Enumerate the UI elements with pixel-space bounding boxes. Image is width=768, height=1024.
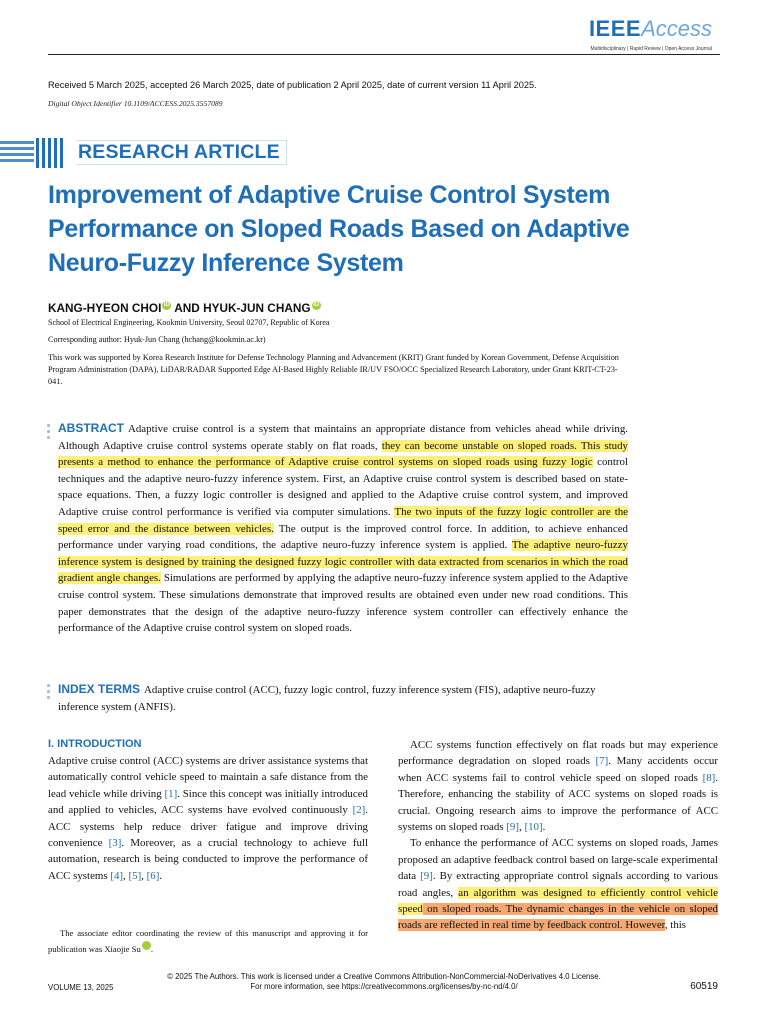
index-terms-marker-icon xyxy=(47,684,51,702)
body-text: , xyxy=(519,821,525,834)
author-1: KANG-HYEON CHOI xyxy=(48,301,162,315)
body-text: To enhance the performance of ACC systems on sloped roads, James proposed an adaptive feedback control based on large-scale experimental data xyxy=(398,837,718,883)
license-link[interactable]: For more information, see https://creativecommons.org/licenses/by-nc-nd/4.0/ xyxy=(250,982,518,991)
index-terms-text: Adaptive cruise control (ACC), fuzzy logic control, fuzzy inference system (FIS), adaptive neuro-fuzzy inference system (ANFIS). xyxy=(58,684,596,713)
left-column xyxy=(48,753,368,884)
citation-link[interactable]: [3] xyxy=(108,837,122,850)
citation-link[interactable]: [8] xyxy=(702,771,716,784)
paragraph xyxy=(48,753,368,884)
citation-link[interactable]: [9] xyxy=(506,821,519,834)
publication-dates: Received 5 March 2025, accepted 26 March 2025, date of publication 2 April 2025, date of current version 11 April 2025. xyxy=(48,80,537,90)
body-text: . Moreover, as a crucial technology to achieve full automation, research is being conducted to improve the performance of ACC systems xyxy=(48,837,368,882)
abstract-marker-icon xyxy=(47,424,51,442)
index-terms-label: INDEX TERMS xyxy=(58,682,141,696)
editor-note-text: The associate editor coordinating the review of this manuscript and approving it for publication was Xiaojie Su xyxy=(48,928,368,954)
citation-link[interactable]: [2] xyxy=(352,804,366,817)
paragraph xyxy=(398,737,718,835)
citation-link[interactable]: [7] xyxy=(595,755,609,768)
author-list xyxy=(48,301,321,315)
abstract-highlight: The two inputs of the fuzzy logic controller are the speed error and the distance between vehicles. xyxy=(58,505,628,535)
journal-logo xyxy=(589,16,712,42)
citation-link[interactable]: [9] xyxy=(420,870,433,883)
abstract-text: control techniques and the adaptive neuro-fuzzy inference system. First, an Adaptive cruise control system is described based on state-space equations. Then, a fuzzy logic controller is designed and applied to the Adaptive cruise control system, and improved Adaptive cruise control performance is verified via computer simulations. xyxy=(58,456,628,518)
body-text: , xyxy=(123,869,129,882)
license-line: © 2025 The Authors. This work is licensed under a Creative Commons Attribution-NonCommercial-NoDerivatives 4.0 License. xyxy=(167,972,601,981)
body-text: ACC systems function effectively on flat roads but may experience performance degradation on sloped roads xyxy=(398,739,718,768)
affiliation: School of Electrical Engineering, Kookmin University, Seoul 02707, Republic of Korea xyxy=(48,318,330,327)
abstract-label: ABSTRACT xyxy=(58,421,124,435)
journal-logo-access: Access xyxy=(641,16,712,41)
body-text: . Therefore, enhancing the stability of ACC systems on sloped roads is crucial. Ongoing research aims to improve the performance of ACC systems on sloped roads xyxy=(398,771,718,834)
banner-stripes-icon xyxy=(0,138,68,168)
volume-label: VOLUME 13, 2025 xyxy=(48,983,114,992)
section-heading: I. INTRODUCTION xyxy=(48,738,142,750)
citation-link[interactable]: [10] xyxy=(524,821,543,834)
abstract-text: The output is the improved control force. In addition, to achieve enhanced performance under varying road conditions, the adaptive neuro-fuzzy inference system is applied. xyxy=(58,522,628,552)
body-text: . ACC systems help reduce driver fatigue and improve driving convenience xyxy=(48,804,368,850)
page-number: 60519 xyxy=(690,981,718,992)
orcid-icon[interactable]: iD xyxy=(313,302,320,308)
citation-link[interactable]: [1] xyxy=(164,787,178,800)
body-text: , this xyxy=(664,919,687,932)
article-type-label xyxy=(76,140,287,165)
citation-link[interactable]: [6] xyxy=(146,869,160,882)
body-text: . Many accidents occur when ACC systems fail to control vehicle speed on sloped roads xyxy=(398,755,718,784)
right-column xyxy=(398,737,718,934)
index-terms xyxy=(58,681,628,715)
author-2: HYUK-JUN CHANG xyxy=(203,301,311,315)
citation-link[interactable]: [4] xyxy=(110,869,124,882)
body-text: . Since this concept was initially introduced and applied to vehicles, ACC systems have evolved continuously xyxy=(48,787,368,817)
abstract-highlight: The adaptive neuro-fuzzy inference system is designed by training the designed fuzzy logic controller with data extracted from scenarios in which the road gradient angle changes. xyxy=(58,539,628,585)
header-divider xyxy=(48,54,720,55)
paper-title: Improvement of Adaptive Cruise Control System Performance on Sloped Roads Based on Adaptive Neuro-Fuzzy Inference System xyxy=(48,181,630,277)
citation-link[interactable]: [5] xyxy=(128,869,142,882)
body-text: , xyxy=(141,869,147,882)
journal-tagline: Multidisciplinary | Rapid Review | Open Access Journal xyxy=(590,46,712,52)
orcid-icon[interactable]: iD xyxy=(163,302,170,308)
journal-logo-ieee: IEEE xyxy=(588,16,642,41)
paragraph xyxy=(398,835,718,933)
orcid-icon[interactable]: iD xyxy=(142,941,151,950)
doi: Digital Object Identifier 10.1109/ACCESS.2025.3557089 xyxy=(48,99,223,108)
abstract xyxy=(58,420,628,637)
highlight-orange: on sloped roads. The dynamic changes in the vehicle on sloped roads are reflected in real time by feedback control. However xyxy=(398,903,718,932)
license-notice xyxy=(0,972,768,992)
funding-statement: This work was supported by Korea Research Institute for Defense Technology Planning and Advancement (KRIT) Grant funded by Korean Government, Defense Acquisition Program Administration (DAPA), LiDAR/RADAR Supported Edge AI-Based Highly Reliable IR/UV FSO/OCC Specialized Research Laboratory, under Grant KRIT-CT-23-041. xyxy=(48,353,619,386)
author-separator: AND xyxy=(171,301,204,315)
article-type-text: RESEARCH ARTICLE xyxy=(76,140,287,165)
body-text: Adaptive cruise control (ACC) systems are driver assistance systems that automatically control vehicle speed to maintain a safe distance from the lead vehicle while driving xyxy=(48,755,368,800)
highlight-yellow: an algorithm was designed to efficiently control vehicle speed xyxy=(398,886,718,916)
editor-note: The associate editor coordinating the review of this manuscript and approving it for publication was Xiaojie Su iD. xyxy=(48,928,368,954)
body-text: . xyxy=(159,869,163,882)
abstract-text: Simulations are performed by applying the adaptive neuro-fuzzy inference system applied to the Adaptive cruise control system. These simulations demonstrate that improved results are obtained even under new road conditions. This paper demonstrates that the design of the adaptive neuro-fuzzy inference system controller can effectively enhance the performance of the Adaptive cruise control system on sloped roads. xyxy=(58,572,629,635)
abstract-highlight: they can become unstable on sloped roads. This study presents a method to enhance the performance of Adaptive cruise control systems on sloped roads using fuzzy logic xyxy=(58,439,629,469)
abstract-text: Adaptive cruise control is a system that maintains an appropriate distance from vehicles ahead while driving. Although Adaptive cruise control systems operate stably on flat roads, xyxy=(58,423,628,452)
corresponding-author: Corresponding author: Hyuk-Jun Chang (hchang@kookmin.ac.kr) xyxy=(48,335,266,344)
body-text: . By extracting appropriate control signals according to various road angles, xyxy=(398,870,718,899)
body-text: . xyxy=(542,821,546,834)
